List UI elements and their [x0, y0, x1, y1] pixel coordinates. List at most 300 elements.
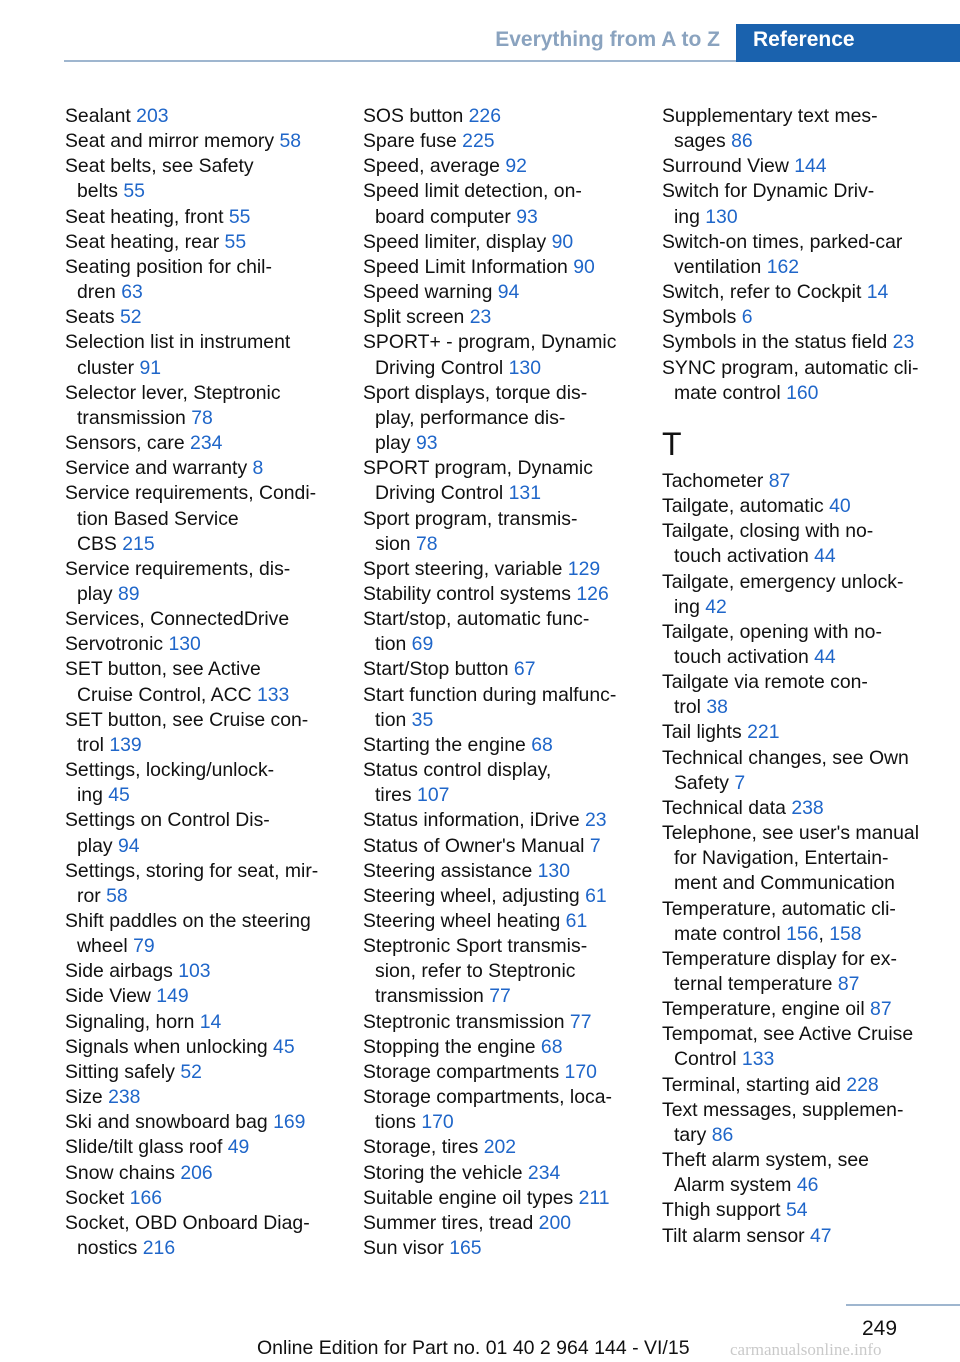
index-entry-line	[662, 821, 932, 846]
index-entry-line	[363, 884, 635, 909]
index-entry-text: Tailgate via remote con-	[662, 671, 868, 694]
index-entry-line	[363, 758, 635, 783]
page-reference-link[interactable]: 162	[766, 255, 800, 278]
page-reference-link[interactable]: 54	[785, 1199, 808, 1222]
page-reference-link[interactable]: 203	[136, 105, 169, 127]
index-entry-text: Switch, refer to Cockpit	[662, 281, 867, 304]
page-reference-link[interactable]: 170	[564, 1060, 597, 1083]
index-entry-line	[363, 129, 635, 154]
page-reference-link[interactable]: 226	[468, 105, 501, 127]
index-entry-line	[363, 532, 635, 557]
index-entry-line	[363, 1035, 635, 1060]
page-reference-link[interactable]: 77	[569, 1010, 592, 1033]
index-entry-line	[662, 1022, 932, 1047]
page-reference-link[interactable]: 14	[199, 1010, 222, 1033]
index-entry-line	[65, 532, 337, 557]
index-entry	[65, 481, 337, 556]
index-entry	[363, 657, 635, 682]
index-entry	[662, 821, 932, 896]
index-entry-line	[65, 104, 337, 129]
index-entry-text: play	[375, 432, 416, 455]
page-reference-link[interactable]: 234	[527, 1161, 561, 1184]
page-reference-link[interactable]: 144	[794, 155, 827, 178]
index-entry-line	[662, 154, 932, 179]
index-entry-text: Slide/tilt glass roof	[65, 1136, 228, 1159]
index-entry-text: Start function during malfunc-	[363, 683, 617, 706]
index-entry	[363, 607, 635, 657]
index-entry	[65, 859, 337, 909]
page-reference-link[interactable]: 42	[705, 595, 727, 618]
index-entry-text: transmission	[77, 406, 192, 429]
index-entry-text: Seats	[65, 306, 120, 329]
index-entry-text: Selector lever, Steptronic	[65, 381, 281, 404]
index-entry	[363, 859, 635, 884]
index-entry	[65, 456, 337, 481]
index-entry-text: play, performance dis-	[375, 406, 566, 429]
index-entry	[65, 1186, 337, 1211]
page-reference-link[interactable]: 90	[551, 230, 574, 253]
index-entry	[65, 230, 337, 255]
index-entry-text: Signaling, horn	[65, 1010, 200, 1033]
index-entry-line	[662, 972, 932, 997]
index-entry	[363, 1135, 635, 1160]
index-entry	[65, 1060, 337, 1085]
page-reference-link[interactable]: 94	[117, 834, 140, 857]
index-entry-line	[363, 657, 635, 682]
index-entry-text: Sport steering, variable	[363, 557, 568, 580]
index-entry-line	[65, 959, 337, 984]
page-reference-link[interactable]: 107	[417, 784, 450, 807]
index-entry	[662, 280, 932, 305]
page-reference-link[interactable]: 133	[256, 683, 290, 706]
index-entry-line	[363, 1211, 635, 1236]
page-reference-link[interactable]: 238	[108, 1086, 141, 1109]
page-reference-link[interactable]: 238	[791, 796, 824, 819]
index-entry	[363, 683, 635, 733]
index-entry-text: Driving Control	[375, 356, 509, 379]
footer-rule	[846, 1304, 960, 1306]
page-reference-link[interactable]: 44	[814, 545, 836, 568]
page-reference-link[interactable]: 93	[516, 205, 538, 228]
page-reference-link[interactable]: 156	[786, 922, 819, 945]
index-entry-line	[65, 205, 337, 230]
index-entry-text: ing	[674, 205, 706, 228]
index-entry-text: Storing the vehicle	[363, 1161, 528, 1184]
index-entry-text: Switch-on times, parked-car	[662, 230, 903, 253]
page-reference-link[interactable]: 130	[508, 356, 541, 379]
page-reference-link[interactable]: 35	[411, 708, 434, 731]
index-entry	[65, 431, 337, 456]
index-entry-line	[65, 255, 337, 280]
index-entry	[363, 230, 635, 255]
index-entry-line	[65, 859, 337, 884]
index-entry-text: SPORT+ - program, Dynamic	[363, 331, 617, 354]
index-entry-text: Service requirements, Condi-	[65, 482, 317, 505]
index-entry	[363, 1161, 635, 1186]
index-entry	[363, 456, 635, 506]
index-entry-text: Sun visor	[363, 1237, 450, 1260]
index-entry	[65, 154, 337, 204]
index-entry-text: mate control	[674, 922, 787, 945]
index-entry-text: Starting the engine	[363, 733, 532, 756]
page-reference-link[interactable]: 215	[122, 532, 155, 555]
index-entry-line	[662, 129, 932, 154]
index-entry	[662, 356, 932, 406]
index-entry	[363, 1211, 635, 1236]
index-entry-line	[65, 683, 337, 708]
index-entry-line	[662, 796, 932, 821]
index-entry-line	[662, 305, 932, 330]
index-entry	[662, 796, 932, 821]
index-entry-text: Settings on Control Dis-	[65, 809, 270, 832]
index-entry-text: for Navigation, Entertain-	[674, 847, 889, 870]
page-reference-link[interactable]: 61	[565, 910, 588, 932]
page-reference-link[interactable]: 23	[469, 306, 492, 329]
page-reference-link[interactable]: 78	[415, 532, 438, 555]
page-reference-link[interactable]: 23	[585, 809, 607, 832]
page-reference-link[interactable]: 228	[846, 1073, 879, 1096]
page-reference-link[interactable]: 126	[576, 582, 609, 605]
index-entry	[65, 104, 337, 129]
page-reference-link[interactable]: 8	[252, 457, 264, 480]
page-reference-link[interactable]: 68	[540, 1035, 563, 1058]
index-entry	[363, 1236, 635, 1261]
index-entry-text: Steering wheel, adjusting	[363, 884, 586, 907]
index-entry-text: Tachometer	[662, 469, 769, 492]
page-reference-link[interactable]: 225	[462, 130, 495, 153]
index-entry-text: Terminal, starting aid	[662, 1073, 847, 1096]
index-entry-line	[363, 708, 635, 733]
index-entry-line	[363, 909, 635, 934]
page-reference-link[interactable]: 14	[866, 281, 889, 304]
index-entry-line	[363, 305, 635, 330]
index-entry-line	[662, 746, 932, 771]
page-reference-link[interactable]: 221	[747, 721, 780, 744]
index-entry-text: Technical changes, see Own	[662, 746, 909, 769]
page-reference-link[interactable]: 87	[870, 998, 892, 1021]
index-entry-line	[363, 1060, 635, 1085]
index-entry-text: Tempomat, see Active Cruise	[662, 1023, 914, 1046]
index-entry-line	[65, 1085, 337, 1110]
index-entry	[65, 557, 337, 607]
index-entry-text: Suitable engine oil types	[363, 1186, 579, 1209]
index-entry-text: sion, refer to Steptronic	[375, 960, 576, 983]
index-entry-text: play	[77, 582, 118, 605]
index-entry-line	[65, 1236, 337, 1261]
index-entry-text: Sport program, transmis-	[363, 507, 578, 530]
index-entry-line	[662, 871, 932, 896]
index-entry-line	[662, 897, 932, 922]
page-reference-link[interactable]: 58	[106, 884, 128, 907]
index-entry	[65, 632, 337, 657]
index-entry-text: ventilation	[674, 255, 767, 278]
index-entry-line	[662, 645, 932, 670]
page-reference-link[interactable]: 61	[585, 884, 607, 907]
index-entry-text: SOS button	[363, 105, 469, 127]
index-entry-line	[363, 959, 635, 984]
page-reference-link[interactable]: 216	[142, 1237, 176, 1260]
index-entry-text: CBS	[77, 532, 123, 555]
index-entry-line	[662, 695, 932, 720]
index-entry-text: Tailgate, automatic	[662, 495, 830, 518]
index-entry-text: Seat heating, rear	[65, 230, 225, 253]
index-entry	[363, 1186, 635, 1211]
page-reference-link[interactable]: 6	[741, 306, 753, 329]
index-entry	[363, 1060, 635, 1085]
index-entry-text: Steptronic transmission	[363, 1010, 570, 1033]
page-reference-link[interactable]: 45	[273, 1035, 295, 1058]
page-reference-link[interactable]: 129	[567, 557, 601, 580]
page-reference-link[interactable]: 87	[768, 469, 791, 492]
page-reference-link[interactable]: 149	[156, 985, 189, 1008]
index-entry-text: Sitting safely	[65, 1060, 181, 1083]
index-entry-line	[363, 356, 635, 381]
index-entry-text: Settings, locking/unlock-	[65, 759, 275, 782]
index-entry-text: trol	[674, 696, 707, 719]
index-entry-text: board computer	[375, 205, 517, 228]
index-entry-line	[363, 205, 635, 230]
index-entry-text: Tailgate, opening with no-	[662, 620, 882, 643]
page-reference-link[interactable]: 40	[829, 495, 851, 518]
index-entry-line	[662, 922, 932, 947]
index-entry-text: Tail lights	[662, 721, 748, 744]
page-reference-link[interactable]: 77	[489, 985, 511, 1008]
page-reference-link[interactable]: 92	[505, 155, 527, 178]
page-reference-link[interactable]: 63	[121, 281, 143, 304]
index-entry-text: Side airbags	[65, 960, 179, 983]
page-reference-link[interactable]: 23	[892, 331, 915, 354]
page-reference-link[interactable]: 211	[578, 1186, 610, 1209]
index-entry-text: tions	[375, 1111, 422, 1134]
index-entry-line	[363, 1135, 635, 1160]
page-reference-link[interactable]: 103	[178, 960, 211, 983]
page-reference-link[interactable]: 68	[531, 733, 553, 756]
index-entry-line	[65, 280, 337, 305]
page-reference-link[interactable]: 55	[123, 180, 145, 203]
index-entry	[65, 255, 337, 305]
index-entry-text: touch activation	[674, 545, 815, 568]
index-entry-line	[65, 834, 337, 859]
index-entry-line	[65, 733, 337, 758]
index-entry	[363, 381, 635, 456]
index-entry-line	[662, 1198, 932, 1223]
index-entry-line	[363, 381, 635, 406]
page-reference-link[interactable]: 89	[117, 582, 140, 605]
page-reference-link[interactable]: 79	[133, 935, 155, 958]
page-reference-link[interactable]: 133	[741, 1048, 775, 1071]
index-entry-text: Speed warning	[363, 281, 498, 304]
index-entry-line	[662, 356, 932, 381]
index-entry	[65, 330, 337, 380]
index-entry-text: belts	[77, 180, 124, 203]
index-entry-text: Stopping the engine	[363, 1035, 541, 1058]
page-reference-link[interactable]: 69	[411, 633, 434, 656]
header-tab-reference: Reference	[736, 24, 960, 62]
index-entry-line	[662, 1073, 932, 1098]
index-entry-text: tires	[375, 784, 418, 807]
index-entry-text: Tilt alarm sensor	[662, 1224, 810, 1247]
index-entry	[65, 1110, 337, 1135]
index-entry-line	[363, 179, 635, 204]
page-reference-link[interactable]: 86	[731, 130, 753, 153]
index-entry	[662, 230, 932, 280]
page-reference-link[interactable]: 131	[508, 482, 541, 505]
index-entry	[65, 1085, 337, 1110]
index-entry-line	[363, 683, 635, 708]
index-entry-text: sion	[375, 532, 416, 555]
page-reference-link[interactable]: 67	[513, 658, 536, 681]
page-reference-link[interactable]: 158	[829, 922, 862, 945]
index-entry-line	[65, 179, 337, 204]
index-entry-line	[65, 708, 337, 733]
index-entry-text: Side View	[65, 985, 157, 1008]
index-entry-line	[363, 507, 635, 532]
index-entry-line	[363, 1236, 635, 1261]
index-entry-line	[662, 595, 932, 620]
page-reference-link[interactable]: 160	[786, 381, 819, 404]
index-entry-line	[662, 1224, 932, 1249]
page-reference-link[interactable]: 93	[415, 432, 438, 455]
index-entry	[65, 657, 337, 707]
index-entry	[65, 708, 337, 758]
index-entry	[662, 330, 932, 355]
index-entry-line	[662, 846, 932, 871]
index-entry	[65, 808, 337, 858]
index-entry-line	[65, 984, 337, 1009]
index-entry-text: ment and Communication	[674, 872, 895, 895]
index-entry	[65, 129, 337, 154]
index-entry-line	[662, 620, 932, 645]
index-entry-text: tary	[674, 1123, 712, 1146]
page-reference-link[interactable]: 52	[119, 306, 142, 329]
page-reference-link[interactable]: 234	[190, 432, 223, 455]
index-entry	[65, 959, 337, 984]
page-reference-link[interactable]: 165	[449, 1237, 482, 1260]
page-reference-link[interactable]: 52	[180, 1060, 202, 1083]
index-entry	[65, 1211, 337, 1261]
page-reference-link[interactable]: 46	[796, 1174, 819, 1197]
index-entry-text: Storage compartments	[363, 1060, 565, 1083]
index-entry-line	[363, 154, 635, 179]
page-reference-link[interactable]: 91	[139, 356, 162, 379]
index-entry	[65, 984, 337, 1009]
index-entry-text: Seat heating, front	[65, 205, 229, 228]
index-entry	[662, 104, 932, 154]
index-entry-text: Signals when unlocking	[65, 1035, 274, 1058]
index-entry-text: ternal temperature	[674, 973, 838, 995]
index-entry	[363, 129, 635, 154]
index-entry	[363, 557, 635, 582]
index-entry-line	[65, 783, 337, 808]
page-reference-link[interactable]: 78	[191, 406, 213, 429]
index-entry-line	[363, 230, 635, 255]
index-letter-heading: T	[662, 425, 682, 462]
index-entry-text: touch activation	[674, 645, 815, 668]
page-reference-link[interactable]: 94	[497, 281, 520, 304]
page-reference-link[interactable]: 206	[180, 1161, 213, 1184]
index-entry-line	[363, 607, 635, 632]
index-entry	[65, 607, 337, 632]
page-reference-link[interactable]: 55	[228, 205, 251, 228]
page-reference-link[interactable]: 130	[705, 205, 738, 228]
index-entry-text: SYNC program, automatic cli-	[662, 356, 919, 379]
index-entry	[662, 305, 932, 330]
index-entry	[65, 205, 337, 230]
index-entry-line	[363, 456, 635, 481]
index-entry	[363, 834, 635, 859]
index-entry-line	[65, 356, 337, 381]
index-entry	[662, 1098, 932, 1148]
page-reference-link[interactable]: 49	[227, 1136, 250, 1159]
index-entry	[662, 746, 932, 796]
page-reference-link[interactable]: 139	[109, 733, 142, 756]
page-reference-link[interactable]: 7	[734, 771, 746, 794]
index-entry-line	[662, 1098, 932, 1123]
index-entry-text: Split screen	[363, 306, 470, 329]
page-reference-link[interactable]: 38	[706, 696, 728, 719]
page-reference-link[interactable]: 130	[537, 859, 570, 882]
index-entry-text: Service and warranty	[65, 457, 253, 480]
index-entry-text: Temperature, engine oil	[662, 998, 871, 1021]
page-reference-link[interactable]: 170	[421, 1111, 454, 1134]
page-reference-link[interactable]: 7	[589, 834, 601, 857]
index-entry-line	[65, 481, 337, 506]
page-reference-link[interactable]: 202	[483, 1136, 517, 1159]
index-entry-text: Status control display,	[363, 759, 552, 782]
index-entry-text: Status of Owner's Manual	[363, 834, 590, 857]
page-reference-link[interactable]: 44	[814, 645, 836, 668]
index-entry-text: ror	[77, 884, 107, 907]
page-reference-link[interactable]: 47	[809, 1224, 832, 1247]
header-section-title: Everything from A to Z	[495, 28, 720, 51]
index-entry	[363, 154, 635, 179]
index-entry-text: Service requirements, dis-	[65, 557, 291, 580]
index-entry-text: Ski and snowboard bag	[65, 1111, 274, 1134]
index-entry-text: Sensors, care	[65, 432, 191, 455]
index-entry-line	[662, 570, 932, 595]
page-reference-link[interactable]: 58	[279, 130, 302, 153]
index-entry-text: trol	[77, 733, 110, 756]
index-entry	[662, 154, 932, 179]
index-entry	[363, 1010, 635, 1035]
index-entry-text: Speed limiter, display	[363, 230, 552, 253]
page-reference-link[interactable]: 90	[573, 255, 595, 278]
page-reference-link[interactable]: 166	[129, 1186, 163, 1209]
page-reference-link[interactable]: 87	[837, 973, 860, 995]
page-reference-link[interactable]: 55	[224, 230, 247, 253]
index-entry-line	[662, 255, 932, 280]
index-entry-text: Settings, storing for seat, mir-	[65, 859, 319, 882]
index-entry-text: Start/stop, automatic func-	[363, 608, 590, 631]
index-entry-text: mate control	[674, 381, 787, 404]
index-entry-line	[363, 431, 635, 456]
watermark: carmanualsonline.info	[730, 1340, 882, 1359]
index-entry-line	[65, 1161, 337, 1186]
index-entry-text: Start/Stop button	[363, 658, 514, 681]
index-entry-line	[662, 104, 932, 129]
page-reference-link[interactable]: 200	[538, 1211, 572, 1234]
page-reference-link[interactable]: 45	[108, 784, 130, 807]
index-entry-line	[363, 1085, 635, 1110]
index-entry	[662, 179, 932, 229]
index-entry	[662, 947, 932, 997]
index-entry-text: Servotronic	[65, 633, 169, 656]
page-reference-link[interactable]: 86	[711, 1123, 734, 1146]
page-reference-link[interactable]: 169	[273, 1111, 306, 1134]
page-reference-link[interactable]: 130	[168, 633, 201, 656]
index-entry-line	[65, 1110, 337, 1135]
index-entry-text: Socket, OBD Onboard Diag-	[65, 1211, 310, 1234]
